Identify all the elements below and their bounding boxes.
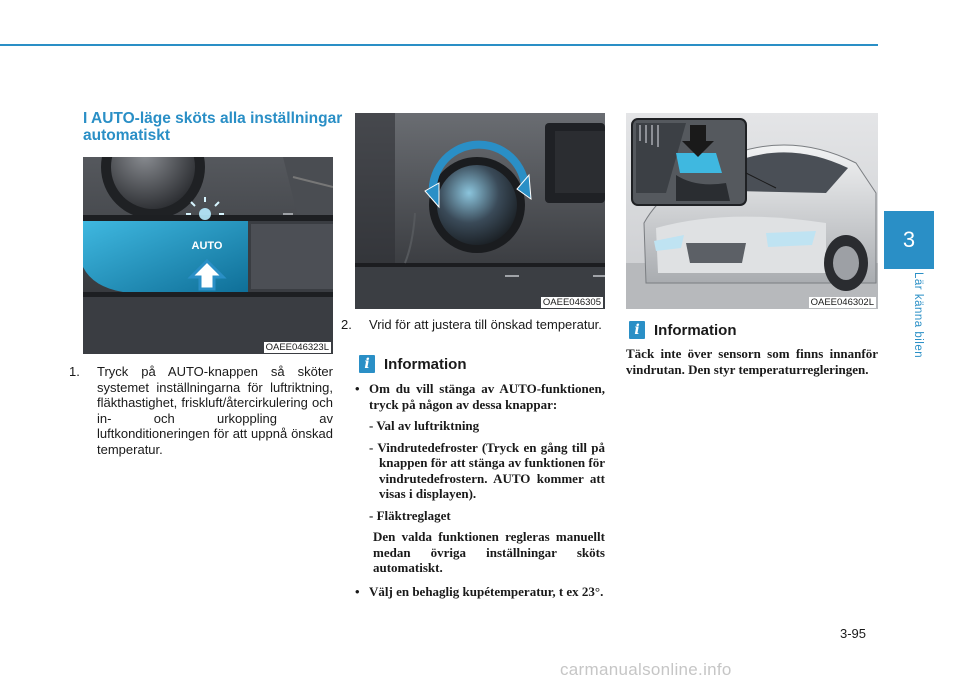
step-number: 1. [69,364,80,379]
info-bullet-text: Välj en behaglig kupétemperatur, t ex 23°. [369,583,604,599]
info-bullet [355,584,605,600]
info-bullet [355,381,605,412]
car-sensor-photo [626,113,878,309]
info-2-text: Täck inte över sensorn som finns innanför vindrutan. Den styr temperaturregleringen. [626,346,878,377]
info-sub-text: Den valda funktionen regleras manuellt medan övriga inställningar sköts automatiskt. [373,529,605,575]
info-sub-item: - Fläktreglaget [369,507,451,523]
auto-button-photo [83,157,333,354]
bullet-mark: • [355,583,360,599]
auto-button-illustration [83,157,333,354]
info-title-1 [359,355,467,373]
top-rule [0,44,878,46]
information-icon: i [359,355,375,373]
step-text: Tryck på AUTO-knappen så sköter systemet inställningarna för luftriktning, fläkthastighet, friskluft/återcirkulering och in- och urkoppling av luftkonditioneringen för att uppnå önskad temperatur. [97,364,333,457]
temperature-knob-photo [355,113,605,309]
info-sub-item: - Vindrutedefroster (Tryck en gång till på knappen för att stänga av funktionen för vindrutedefrostern. AUTO kommer att visas i displayen). [369,439,605,501]
step-1 [69,364,333,457]
bullet-mark: • [355,381,360,396]
information-icon: i [629,321,645,339]
chapter-label: Lär känna bilen [912,272,924,359]
knob-illustration [355,113,605,309]
figure-code: OAEE046305 [542,297,601,308]
info-1-content [355,381,605,599]
step-number: 2. [341,317,352,332]
section-heading: I AUTO-läge sköts alla inställningar automatiskt [83,110,343,144]
auto-button-label: AUTO [191,240,223,252]
chapter-tab: 3 [884,211,934,269]
info-bullet-text: Om du vill stänga av AUTO-funktionen, tryck på någon av dessa knappar: [369,381,605,412]
info-title-text: Information [654,321,737,339]
step-2 [341,317,605,333]
info-title-text: Information [384,355,467,373]
watermark: carmanualsonline.info [560,660,732,679]
page-number: 3-95 [840,626,867,641]
car-illustration [626,113,878,309]
figure-code: OAEE046323L [265,342,329,353]
info-sub-item: - Val av luftriktning [369,418,480,433]
figure-code: OAEE046302L [810,297,874,308]
step-text: Vrid för att justera till önskad temperatur. [369,317,602,332]
info-title-2 [629,321,737,339]
